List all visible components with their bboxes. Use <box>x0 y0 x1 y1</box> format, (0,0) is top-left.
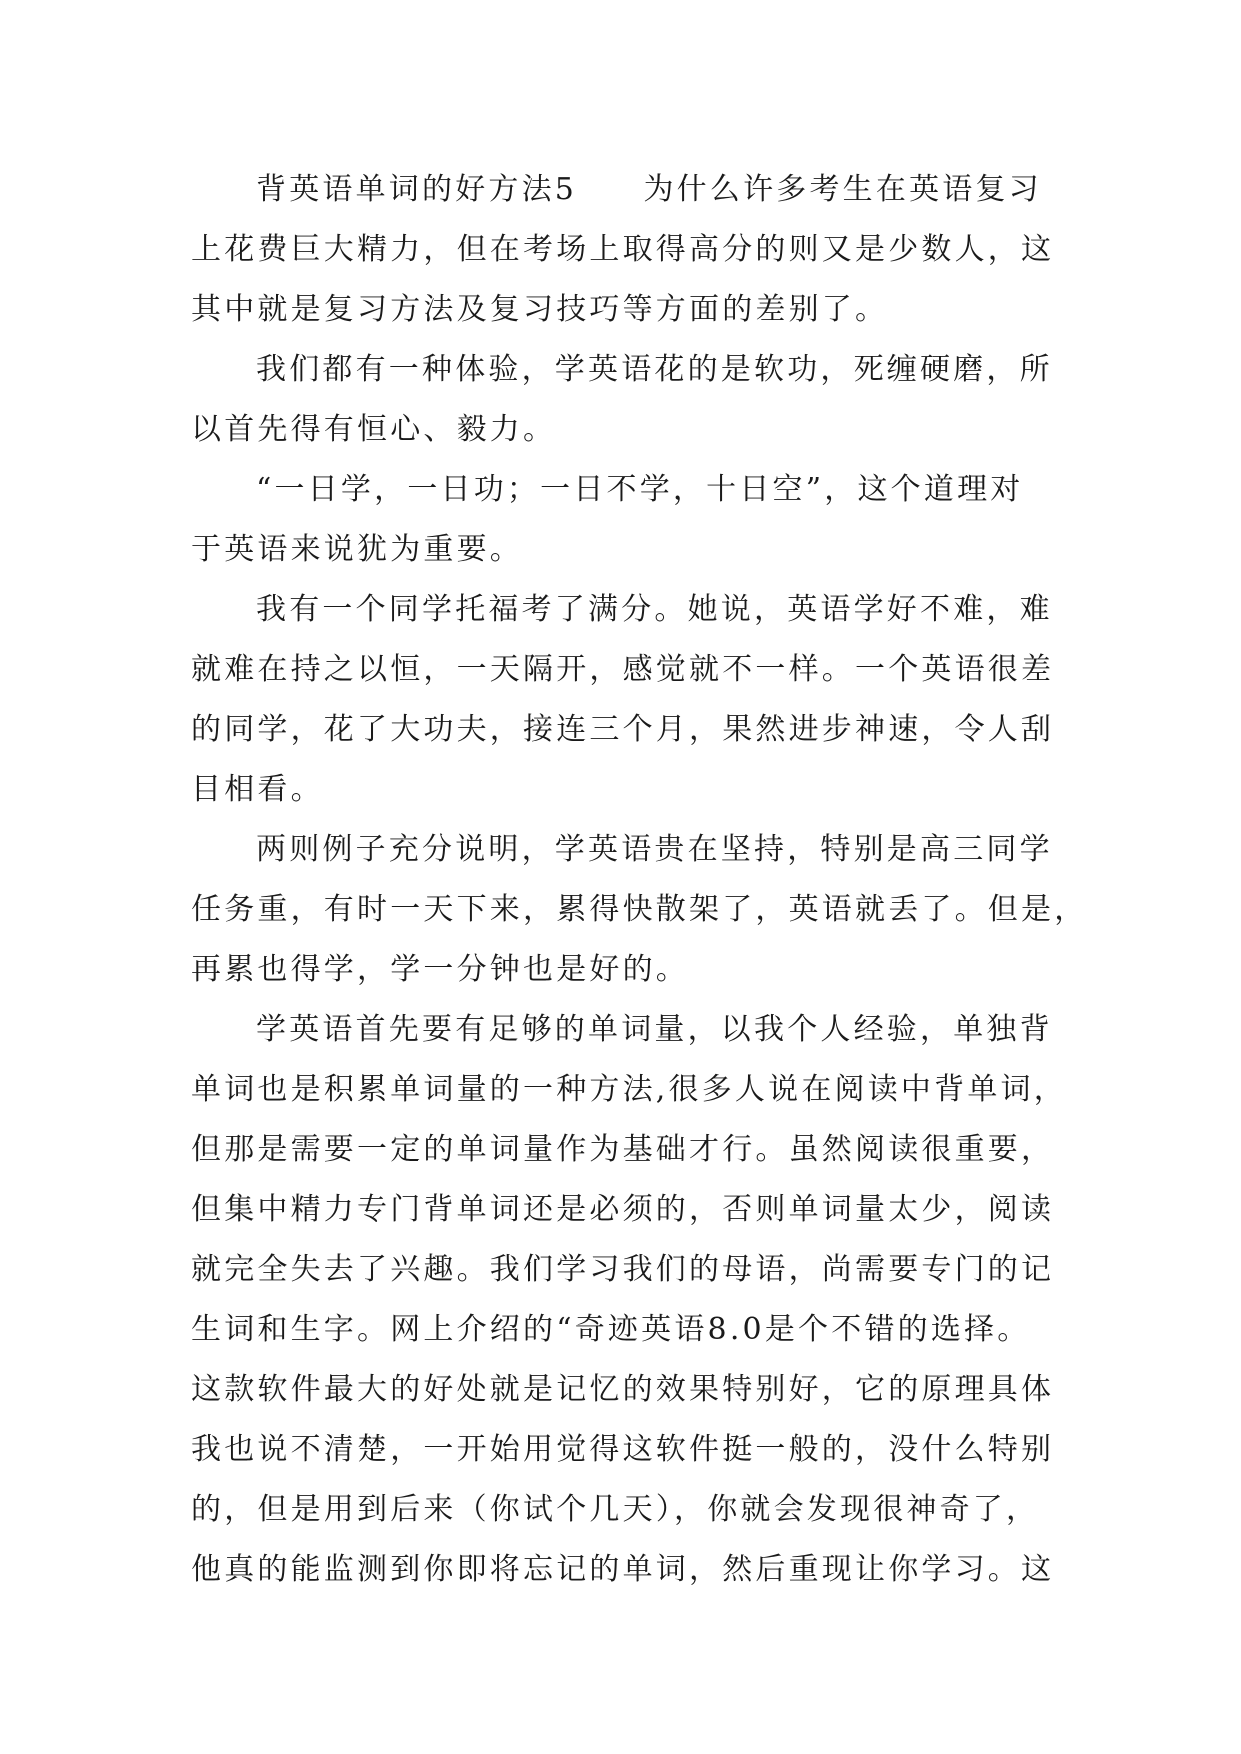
text-line: 以首先得有恒心、毅力。 <box>191 412 557 447</box>
text-line: 我也说不清楚，一开始用觉得这软件挺一般的，没什么特别 <box>191 1432 1055 1467</box>
text-line: 我们都有一种体验，学英语花的是软功，死缠硬磨，所 <box>256 352 1053 387</box>
text-line: 就完全失去了兴趣。我们学习我们的母语，尚需要专门的记 <box>191 1252 1055 1287</box>
text-line: 其中就是复习方法及复习技巧等方面的差别了。 <box>191 292 889 327</box>
text-line: 的，但是用到后来（你试个几天），你就会发现很神奇了， <box>191 1492 1040 1527</box>
text-line: 这款软件最大的好处就是记忆的效果特别好，它的原理具体 <box>191 1372 1055 1407</box>
text-line: 单词也是积累单词量的一种方法,很多人说在阅读中背单词， <box>191 1072 1067 1107</box>
text-line: 两则例子充分说明，学英语贵在坚持，特别是高三同学 <box>256 832 1053 867</box>
text-line: 他真的能监测到你即将忘记的单词，然后重现让你学习。这 <box>191 1552 1055 1587</box>
text-line: 学英语首先要有足够的单词量，以我个人经验，单独背 <box>256 1012 1053 1047</box>
text-line: 我有一个同学托福考了满分。她说，英语学好不难，难 <box>256 592 1053 627</box>
text-line: 但集中精力专门背单词还是必须的，否则单词量太少，阅读 <box>191 1192 1055 1227</box>
text-line: 的同学，花了大功夫，接连三个月，果然进步神速，令人刮 <box>191 712 1055 747</box>
text-line: 就难在持之以恒，一天隔开，感觉就不一样。一个英语很差 <box>191 652 1055 687</box>
text-line: 目相看。 <box>191 772 324 807</box>
text-line: “一日学，一日功；一日不学，十日空”，这个道理对 <box>256 472 1024 507</box>
text-line: 上花费巨大精力，但在考场上取得高分的则又是少数人，这 <box>191 232 1055 267</box>
text-line: 于英语来说犹为重要。 <box>191 532 523 567</box>
text-line: 背英语单词的好方法5 为什么许多考生在英语复习 <box>256 172 1042 207</box>
text-line: 任务重，有时一天下来，累得快散架了，英语就丢了。但是， <box>191 892 1088 927</box>
text-line: 生词和生字。网上介绍的“奇迹英语8.0是个不错的选择。 <box>191 1312 1031 1347</box>
text-line: 再累也得学，学一分钟也是好的。 <box>191 952 689 987</box>
text-line: 但那是需要一定的单词量作为基础才行。虽然阅读很重要， <box>191 1132 1055 1167</box>
